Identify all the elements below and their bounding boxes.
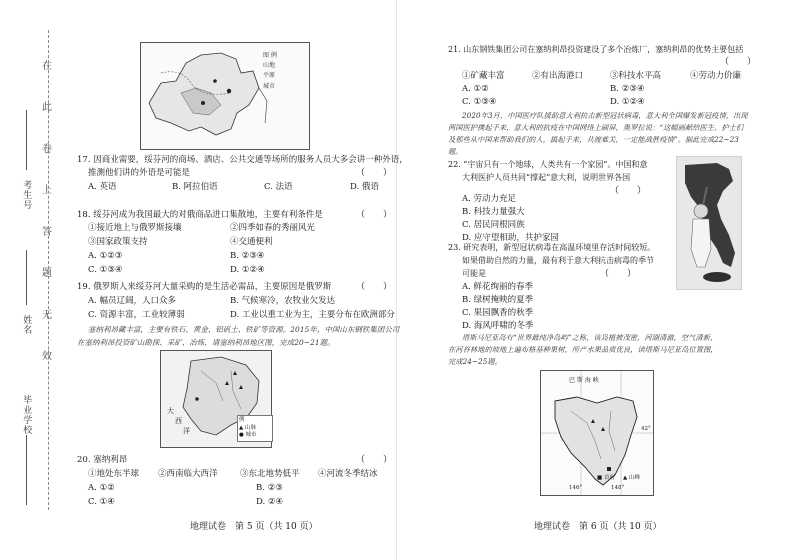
q22-option-c: C. 居民同根同族 [462,220,525,230]
page5-footer: 地理试卷 第 5 页（共 10 页） [190,522,318,532]
q23-stem-line1: 23. 研究表明，新型冠状病毒在高温环境里存活时间较短。 [448,243,656,252]
q22-option-b: B. 科技力量强大 [462,207,525,217]
intro-24-25-line1: 塔斯马尼亚岛有“世界最纯净岛屿”之称，该岛植被茂密，河湖清澈，空气清新， [462,333,718,342]
q18-item-4: ④交通便利 [230,237,273,247]
q17-option-a: A. 英语 [88,182,117,192]
exam-number-label: 考生号 [21,180,32,210]
q17-option-d: D. 俄语 [350,182,379,192]
heilongjiang-map [140,42,310,150]
q18-option-a: A. ①②③ [88,251,123,261]
q20-item-4: ④河流冬季结冰 [318,469,378,479]
q20-item-1: ①地处东半球 [88,469,140,479]
intro-22-23-line2: 两国医护携起手来，意大利的抗疫在中国网络上刷屏，奥罗拉说：“这幅画献给医生、护士们 [448,123,744,132]
legend-title: 例 [239,417,245,423]
q18-item-2: ②四季如春的秀丽风光 [230,223,316,233]
q21-answer-bracket: （ ） [720,57,757,67]
q22-stem-line1: 22. “宇宙只有一个地球，人类共有一个家园”。中国和意 [448,160,648,169]
q19-stem: 19. 俄罗斯人来绥芬河大量采购的是生活必需品，主要原因是俄罗斯 [77,282,332,292]
map-ocean-label-3: 洋 [183,427,190,435]
q18-answer-bracket: （ ） [356,210,393,220]
intro-22-23-line3: 及那些从中国来帮助我们的人，搞起手来，共渡难关，一定能战胜疫情”。据此完成22~23 [448,135,739,144]
seal-char: 在 [42,61,52,72]
legend-city: 城市 [263,82,276,90]
q17-option-c: C. 法语 [264,182,293,192]
intro-22-23-line1: 2020年3月，中国医疗队援助意大利抗击新型冠状病毒，意大利全国爆发新冠疫情，出现 [462,111,748,120]
q23-option-c: C. 果园飘香的秋季 [462,308,534,318]
intro-20-21-line2: 在塞纳利昂投资矿山勘探、采矿、冶炼，请塞纳利昂地区图，完成20~21题。 [77,338,335,347]
q17-option-b: B. 阿拉伯语 [172,182,218,192]
q20-item-3: ③东北地势低平 [240,469,300,479]
q23-stem-line2: 如果借助自然的力量，最有利于意大利抗击病毒的季节 [462,256,654,265]
italy-doctor-graphic [677,157,741,289]
q22-stem-line2: 大利医护人员共同“撑起”意大利，说明世界各国 [462,173,631,182]
intro-24-25-line2: 在河谷林地的坡地上遍布格基种果树，所产水果品质优良，读塔斯马尼亚岛位置图， [448,345,718,354]
name-label: 姓名 [21,315,32,335]
q18-item-3: ③国家政策支持 [88,237,148,247]
q21-option-c: C. ①③④ [462,97,497,107]
q23-stem-line3: 可能是 [462,269,486,278]
q22-option-a: A. 劳动力充足 [462,194,517,204]
legend-title: 图 例 [263,52,277,59]
page6-footer: 地理试卷 第 6 页（共 10 页） [534,522,662,532]
q19-option-d: D. 工业以重工业为主，主要分布在欧洲部分 [230,310,395,320]
seal-line-chars [40,62,54,362]
map-legend-box [237,415,273,442]
tasmania-map [540,370,654,496]
q18-option-b: B. ②③④ [230,251,265,261]
q17-stem-line2: 推测他们讲的外语是可能是 [88,168,191,178]
q19-option-a: A. 幅员辽阔，人口众多 [88,296,177,306]
q21-item-1: ①矿藏丰富 [462,71,505,81]
q21-item-4: ④劳动力价廉 [690,71,742,81]
sierra-leone-map [160,350,272,448]
intro-22-23-line4: 题。 [448,147,463,156]
latitude-42-label: 42° [641,426,651,432]
map-ocean-label-1: 大 [167,407,174,415]
map-legend-box [263,51,305,92]
q20-item-2: ②西南临大西洋 [158,469,218,479]
q21-item-3: ③科技水平高 [610,71,662,81]
seal-char: 卷 [42,143,52,155]
q23-option-b: B. 绿树掩映的夏季 [462,295,534,305]
intro-20-21-line1: 塞纳利昂藏丰富，主要有铁石、黄金、铝矾土、铁矿等资源。2015年，中国山东钢铁集团公司 [88,325,400,334]
q20-option-b: B. ②③ [256,483,283,493]
q23-option-d: D. 海风呼啸的冬季 [462,321,534,331]
q22-option-d: D. 应守望相助，共护家园 [462,233,559,243]
seal-char: 上 [42,185,52,197]
q19-option-b: B. 气候寒冷，农牧业欠发达 [230,296,336,306]
page-divider [396,0,397,560]
legend-capital: ■ 首府 [597,475,615,481]
q23-answer-bracket: （ ） [600,269,637,279]
seal-char: 效 [42,350,52,362]
intro-24-25-line3: 完成24~25题。 [448,357,502,366]
seal-char: 此 [42,102,52,114]
q20-answer-bracket: （ ） [356,455,393,465]
q21-option-a: A. ①② [462,84,489,94]
seal-dashed-line [48,30,49,510]
longitude-146-label: 146° [569,485,583,491]
q18-option-d: D. ①②④ [230,265,265,275]
school-blank [26,435,27,505]
school-label: 毕业学校 [21,395,32,435]
seal-char: 答 [42,226,52,238]
q22-answer-bracket: （ ） [610,186,647,196]
q21-option-d: D. ①②④ [610,97,645,107]
q20-option-d: D. ②④ [256,497,284,507]
exam-number-blank [26,110,27,170]
q21-item-2: ②有出海港口 [532,71,584,81]
legend-city: ● 城市 [239,432,257,439]
q20-option-c: C. ①④ [88,497,115,507]
q17-answer-bracket: （ ） [356,168,393,178]
q19-answer-bracket: （ ） [356,282,393,292]
legend-peak: ▲ 山峰 [623,475,640,481]
italy-doctor-photo [676,156,742,290]
q18-option-c: C. ①③④ [88,265,123,275]
seal-char: 题 [42,268,52,280]
name-blank [26,250,27,305]
q17-stem-line1: 17. 因商业需要，绥芬河的商场、酒店、公共交通等场所的服务人员大多会讲一种外语， [77,155,408,165]
bass-strait-label: 巴 斯 海 峡 [569,377,599,384]
legend-mountain: 山地 [263,62,276,70]
q23-option-a: A. 鲜花绚丽的春季 [462,282,534,292]
q18-stem: 18. 绥芬河成为我国最大的对俄商品进口集散地，主要有利条件是 [77,210,323,220]
q19-option-c: C. 资源丰富，工业较薄弱 [88,310,185,320]
legend-plain: 平原 [263,72,276,80]
q21-stem: 21. 山东钢铁集团公司在塞纳利昂投资建设了多个冶炼厂，塞纳利昂的优势主要包括 [448,45,744,54]
q18-item-1: ①接近地上与俄罗斯接壤 [88,223,182,233]
longitude-148-label: 148° [611,485,625,491]
map-ocean-label-2: 西 [175,417,182,425]
q21-option-b: B. ②③④ [610,84,645,94]
q20-option-a: A. ①② [88,483,115,493]
q20-stem: 20. 塞纳利昂 [77,455,128,465]
seal-char: 无 [42,309,52,321]
legend-mountain: ▲ 山脉 [239,424,256,431]
